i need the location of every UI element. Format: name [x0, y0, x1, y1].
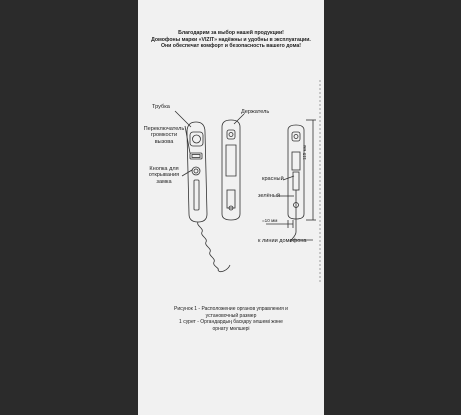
label-intercom-line: к линии домофона	[258, 238, 307, 244]
intro-line-1: Благодарим за выбор нашей продукции!	[178, 30, 284, 36]
intercom-diagram	[138, 0, 324, 415]
label-handset: Трубка	[152, 104, 170, 110]
intro-line-2: Домофоны марки «VIZIT» надёжны и удобны в эксплуатации.	[151, 36, 311, 43]
label-green-wire: зелёный	[258, 193, 281, 199]
figure-caption: Рисунок 1 - Расположение органов управления и установочный размер 1 сурет - Органдардың басқару әлшемі және орнату мөлшері	[174, 306, 288, 332]
instruction-page	[138, 0, 324, 415]
label-holder: Держатель	[241, 109, 270, 115]
label-red-wire: красный	[262, 176, 284, 182]
wiring	[290, 190, 296, 242]
coiled-cord	[198, 222, 230, 272]
dimension-height: 115 мм	[302, 145, 307, 160]
dimension-width: =10 мм	[262, 218, 278, 223]
holder-drawing	[222, 120, 240, 220]
label-door-button: Кнопка для открывания замка	[148, 166, 180, 185]
label-volume-switch: Переключатель громкости вызова	[143, 126, 185, 145]
intro-line-3: Они обеспечат комфорт и безопасность вашего дома!	[161, 43, 301, 50]
